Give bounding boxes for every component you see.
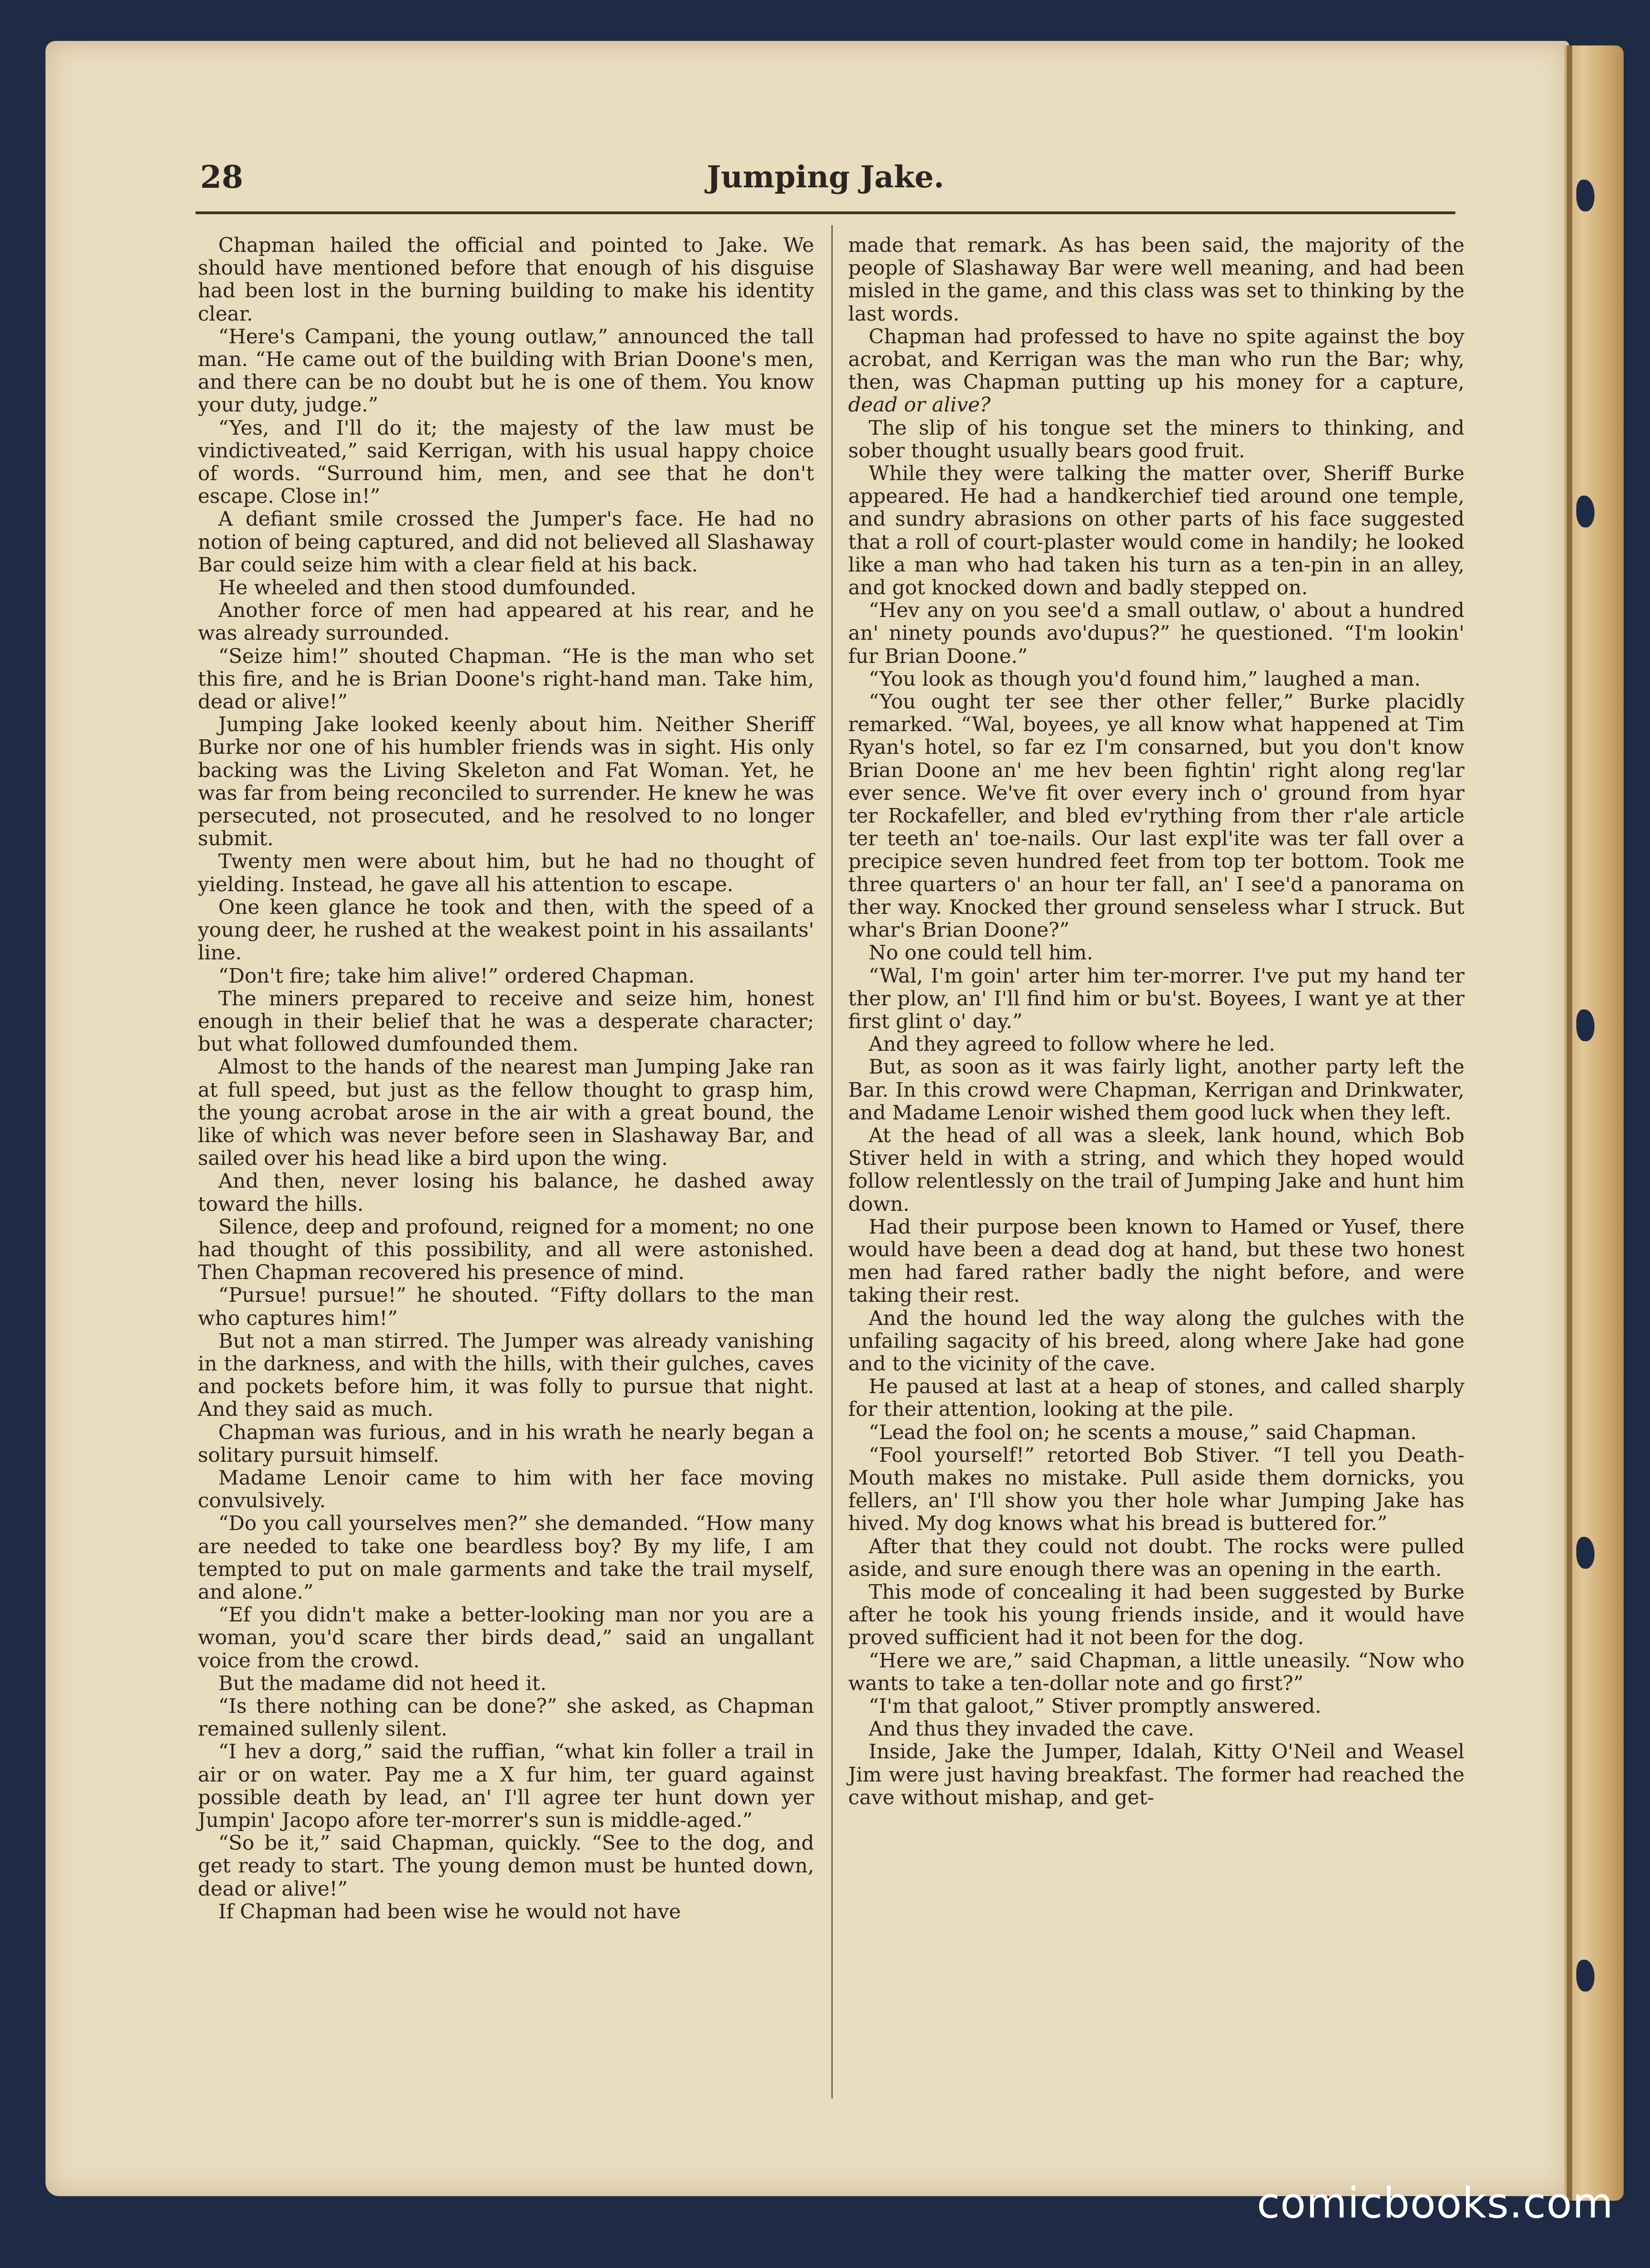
paragraph: He paused at last at a heap of stones, and called sharply for their attention, looking at the pile. (848, 1375, 1464, 1421)
paragraph: One keen glance he took and then, with the speed of a young deer, he rushed at the weakest point in his assailants' line. (198, 895, 814, 965)
paragraph: At the head of all was a sleek, lank hound, which Bob Stiver held in with a string, and which they hoped would follow relentlessly on the trail of Jumping Jake and hunt him down. (848, 1124, 1464, 1216)
header-rule (196, 211, 1455, 214)
paragraph: No one could tell him. (869, 941, 1093, 965)
paragraph: “Ef you didn't make a better-looking man nor you are a woman, you'd scare ther birds dead,” said an ungallant voice from the crowd. (198, 1603, 814, 1672)
paragraph: Chapman had professed to have no spite against the boy acrobat, and Kerrigan was the man who run the Bar; why, then, was Chapman putting up his money for a capture, dead or alive? (848, 325, 1464, 417)
paragraph: While they were talking the matter over, Sheriff Burke appeared. He had a handkerchief tied around one temple, and sundry abrasions on other parts of his face suggested that a roll of court-plaster would come in handily; he looked like a man who had taken his turn as a ten-pin in an alley, and got knocked down and badly stepped on. (848, 462, 1464, 600)
paragraph: “Yes, and I'll do it; the majesty of the law must be vindictiveated,” said Kerrigan, with his usual happy choice of words. “Surround him, men, and see that he don't escape. Close in!” (198, 416, 814, 508)
paragraph: “Lead the fool on; he scents a mouse,” said Chapman. (869, 1420, 1417, 1444)
paragraph: Silence, deep and profound, reigned for a moment; no one had thought of this possibility, and all were astonished. Then Chapman recovered his presence of mind. (198, 1215, 814, 1285)
paragraph: And thus they invaded the cave. (869, 1717, 1194, 1741)
right-column (848, 234, 1464, 1809)
paragraph: The miners prepared to receive and seize him, honest enough in their belief that he was a desperate character; but what followed dumfounded them. (198, 987, 814, 1056)
spine-edge (1567, 45, 1572, 2201)
page-header (200, 159, 1451, 209)
paragraph: The slip of his tongue set the miners to thinking, and sober thought usually bears good fruit. (848, 416, 1464, 462)
paragraph: “Pursue! pursue!” he shouted. “Fifty dollars to the man who captures him!” (198, 1284, 814, 1330)
left-column (198, 234, 814, 1923)
watermark: comicbooks.com (1257, 2179, 1614, 2228)
paragraph: made that remark. As has been said, the majority of the people of Slashaway Bar were well meaning, and had been misled in the game, and this class was set to thinking by the last words. (848, 234, 1464, 326)
paragraph: “Don't fire; take him alive!” ordered Chapman. (218, 964, 695, 988)
paragraph: Chapman hailed the official and pointed to Jake. We should have mentioned before that enough of his disguise had been lost in the burning building to make his identity clear. (198, 234, 814, 326)
paragraph: And they agreed to follow where he led. (869, 1033, 1275, 1056)
paragraph: “Seize him!” shouted Chapman. “He is the man who set this fire, and he is Brian Doone's right-hand man. Take him, dead or alive!” (198, 644, 814, 714)
paragraph: Chapman was furious, and in his wrath he nearly began a solitary pursuit himself. (198, 1420, 814, 1467)
paragraph: Twenty men were about him, but he had no thought of yielding. Instead, he gave all his attention to escape. (198, 850, 814, 896)
paragraph: “I hev a dorg,” said the ruffian, “what kin foller a trail in air or on water. Pay me a X fur him, ter guard against possible death by lead, an' I'll agree ter hunt down yer Jumpin' Jacopo afore ter-morrer's sun is middle-aged.” (198, 1740, 814, 1832)
column-divider (831, 225, 833, 2098)
paragraph: But not a man stirred. The Jumper was already vanishing in the darkness, and with the hills, with their gulches, caves and pockets before him, it was folly to pursue that night. And they said as much. (198, 1329, 814, 1421)
page-number: 28 (200, 159, 243, 196)
paragraph: This mode of concealing it had been suggested by Burke after he took his young friends inside, and it would have proved sufficient had it not been for the dog. (848, 1580, 1464, 1650)
paragraph: “Fool yourself!” retorted Bob Stiver. “I tell you Death-Mouth makes no mistake. Pull aside them dornicks, you fellers, an' I'll show you ther hole whar Jumping Jake has hived. My dog knows what his bread is buttered for.” (848, 1443, 1464, 1535)
paragraph: Jumping Jake looked keenly about him. Neither Sheriff Burke nor one of his humbler friends was in sight. His only backing was the Living Skeleton and Fat Woman. Yet, he was far from being reconciled to surrender. He knew he was persecuted, not prosecuted, and he resolved to no longer submit. (198, 713, 814, 851)
paragraph: “You ought ter see ther other feller,” Burke placidly remarked. “Wal, boyees, ye all know what happened at Tim Ryan's hotel, so far ez I'm consarned, but you don't know Brian Doone an' me hev been fightin' right along reg'lar ever sence. We've fit over every inch o' ground from hyar ter Rockafeller, and bled ev'rything from ther r'ale article ter teeth an' toe-nails. Our last expl'ite was ter fall over a precipice seven hundred feet from top ter bottom. Took me three quarters o' an hour ter fall, an' I see'd a panorama on ther way. Knocked ther ground senseless whar I struck. But whar's Brian Doone?” (848, 690, 1464, 942)
paragraph: “Hev any on you see'd a small outlaw, o' about a hundred an' ninety pounds avo'dupus?” he questioned. “I'm lookin' fur Brian Doone.” (848, 599, 1464, 668)
paragraph: Almost to the hands of the nearest man Jumping Jake ran at full speed, but just as the fellow thought to grasp him, the young acrobat arose in the air with a great bound, the like of which was never before seen in Slashaway Bar, and sailed over his head like a bird upon the wing. (198, 1055, 814, 1170)
paragraph: “Do you call yourselves men?” she demanded. “How many are needed to take one beardless boy? By my life, I am tempted to put on male garments and take the trail myself, and alone.” (198, 1512, 814, 1604)
italic-phrase: dead or alive? (848, 393, 991, 417)
paragraph: Madame Lenoir came to him with her face moving convulsively. (198, 1466, 814, 1513)
paragraph: After that they could not doubt. The rocks were pulled aside, and sure enough there was an opening in the earth. (848, 1535, 1464, 1581)
paragraph: “Is there nothing can be done?” she asked, as Chapman remained sullenly silent. (198, 1695, 814, 1741)
running-title: Jumping Jake. (706, 159, 945, 195)
book-spine (1564, 45, 1624, 2201)
paragraph: Inside, Jake the Jumper, Idalah, Kitty O'Neil and Weasel Jim were just having breakfast. The former had reached the cave without mishap, and get- (848, 1740, 1464, 1809)
paragraph: “So be it,” said Chapman, quickly. “See to the dog, and get ready to start. The young demon must be hunted down, dead or alive!” (198, 1831, 814, 1901)
paragraph: A defiant smile crossed the Jumper's face. He had no notion of being captured, and did not believed all Slashaway Bar could seize him with a clear field at his back. (198, 507, 814, 577)
paragraph: Another force of men had appeared at his rear, and he was already surrounded. (198, 599, 814, 645)
paragraph: Had their purpose been known to Hamed or Yusef, there would have been a dead dog at hand, but these two honest men had fared rather badly the night before, and were taking their rest. (848, 1215, 1464, 1307)
paragraph: “I'm that galoot,” Stiver promptly answered. (869, 1695, 1322, 1718)
paragraph: If Chapman had been wise he would not have (218, 1900, 681, 1923)
paragraph: “Here we are,” said Chapman, a little uneasily. “Now who wants to take a ten-dollar note and go first?” (848, 1649, 1464, 1695)
paragraph: “Wal, I'm goin' arter him ter-morrer. I've put my hand ter ther plow, an' I'll find him or bu'st. Boyees, I want ye at ther first glint o' day.” (848, 964, 1464, 1033)
paragraph: And the hound led the way along the gulches with the unfailing sagacity of his breed, along where Jake had gone and to the vicinity of the cave. (848, 1306, 1464, 1375)
paragraph: But, as soon as it was fairly light, another party left the Bar. In this crowd were Chapman, Kerrigan and Drinkwater, and Madame Lenoir wished them good luck when they left. (848, 1055, 1464, 1124)
paragraph: “Here's Campani, the young outlaw,” announced the tall man. “He came out of the building with Brian Doone's men, and there can be no doubt but he is one of them. You know your duty, judge.” (198, 325, 814, 417)
paragraph: But the madame did not heed it. (218, 1671, 547, 1695)
paragraph: And then, never losing his balance, he dashed away toward the hills. (198, 1169, 814, 1216)
paragraph: “You look as though you'd found him,” laughed a man. (869, 667, 1421, 691)
paragraph: He wheeled and then stood dumfounded. (218, 576, 637, 600)
